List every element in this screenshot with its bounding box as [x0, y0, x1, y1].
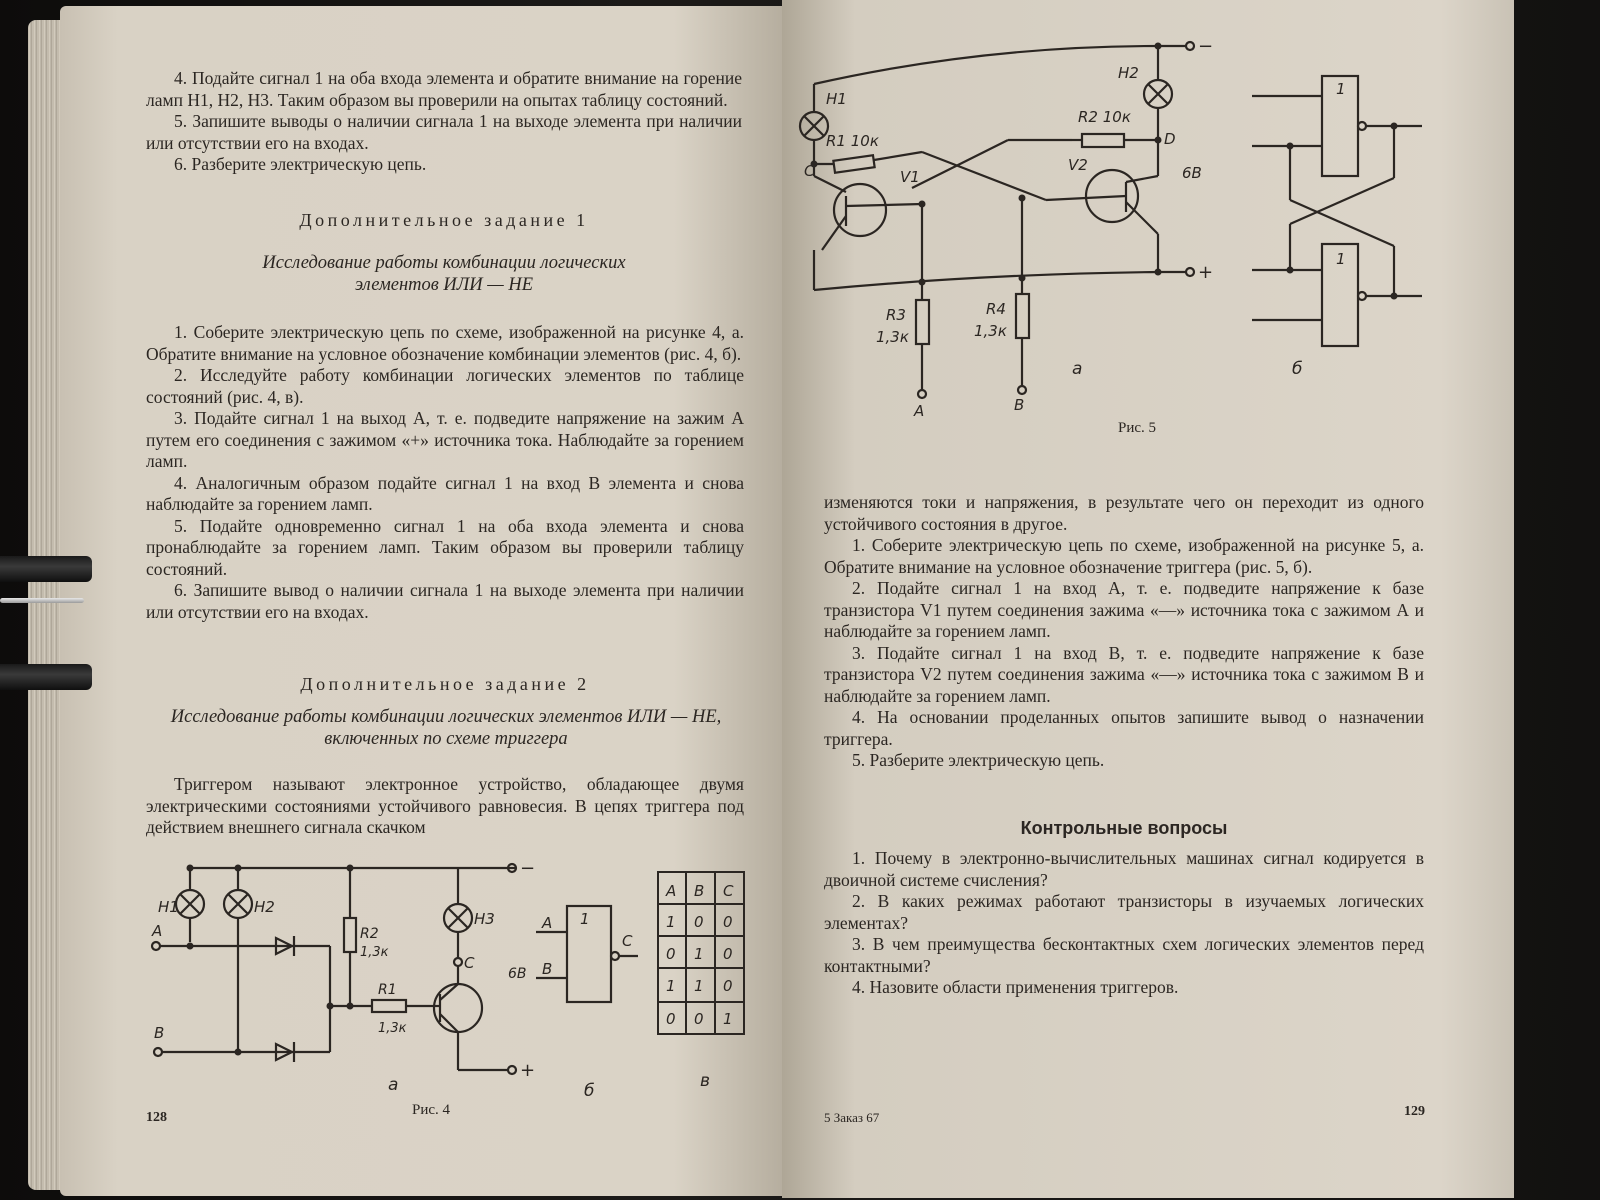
label-r1: R1 10к: [826, 132, 879, 150]
table-cell: 0: [666, 1010, 676, 1028]
paragraph: изменяются токи и напряжения, в результате чего он переходит из одного устойчивого состояния в другое.: [824, 492, 1424, 534]
label-r4: R4: [986, 300, 1006, 318]
binder-clip: [0, 556, 92, 582]
figure-4-diagram: [60, 6, 782, 1196]
table-cell: 0: [666, 945, 676, 963]
right-page-number: 129: [1404, 1104, 1425, 1119]
task2-heading: Дополнительное задание 2: [300, 674, 590, 694]
figure-4-sub-b: б: [584, 1081, 595, 1101]
table-cell: 1: [723, 1010, 733, 1028]
paragraph: 2. Подайте сигнал 1 на вход А, т. е. подведите напряжение к базе транзистора V1 путем соединения зажима «—» источника тока с зажимом А и наблюдайте за горением ламп.: [824, 578, 1424, 641]
label-r3-value: 1,3к: [876, 328, 909, 346]
binder-clip: [0, 664, 92, 690]
task2-subheading: Исследование работы комбинации логических элементов ИЛИ — НЕ, включенных по схеме триггера: [170, 707, 722, 749]
paragraph: 6. Разберите электрическую цепь.: [174, 154, 427, 174]
label-minus: −: [520, 858, 536, 879]
label-a: A: [914, 402, 925, 420]
label-h1: H1: [158, 898, 179, 916]
questions-heading: Контрольные вопросы: [1020, 818, 1228, 838]
label-c: C: [804, 162, 815, 180]
left-page-number: 128: [146, 1110, 167, 1125]
paragraph: 4. Подайте сигнал 1 на оба входа элемента и обратите внимание на горение ламп H1, H2, H3. Таким образом вы проверили на опытах таблицу состояний.: [146, 68, 742, 110]
paragraph: 1. Соберите электрическую цепь по схеме, изображенной на рисунке 5, а. Обратите внимание на условное обозначение триггера (рис. 5, б).: [824, 535, 1424, 577]
question-item: 4. Назовите области применения триггеров.: [852, 977, 1179, 997]
label-r3: R3: [886, 306, 906, 324]
figure-5-caption: Рис. 5: [1118, 420, 1157, 436]
label-r1: R1: [378, 982, 397, 998]
left-page: [60, 6, 782, 1196]
label-a: A: [152, 922, 163, 940]
paragraph: 2. Исследуйте работу комбинации логических элементов по таблице состояний (рис. 4, в).: [146, 365, 744, 407]
paragraph: 3. Подайте сигнал 1 на выход А, т. е. подведите напряжение на зажим А путем его соединения с зажимом «+» источника тока. Наблюдайте за горением ламп.: [146, 408, 744, 471]
table-cell: 0: [723, 945, 733, 963]
label-c: C: [464, 954, 475, 972]
paragraph: 3. Подайте сигнал 1 на вход В, т. е. подведите напряжение к базе транзистора V2 путем соединения зажима «—» источника тока с зажимом В и наблюдайте за горением ламп.: [824, 642, 1424, 706]
table-cell: 1: [694, 977, 704, 995]
label-v1: V1: [900, 168, 920, 186]
table-cell: 1: [666, 977, 676, 995]
table-header-c: C: [723, 882, 734, 900]
table-cell: 0: [723, 913, 733, 931]
figure-5-diagram: [782, 0, 1514, 470]
figure-4-caption: Рис. 4: [412, 1102, 451, 1118]
question-item: 3. В чем преимущества бесконтактных схем логических элементов перед контактными?: [824, 934, 1424, 976]
figure-4-sub-v: в: [700, 1071, 711, 1091]
label-minus: −: [1198, 36, 1214, 57]
binder-clip-wire: [0, 598, 84, 603]
gate-one-label: 1: [1336, 80, 1346, 98]
gate-input-a-label: A: [542, 914, 553, 932]
gate-6v-label: 6В: [508, 966, 527, 982]
table-cell: 0: [723, 977, 733, 995]
figure-4-sub-a: а: [388, 1075, 399, 1095]
question-item: 2. В каких режимах работают транзисторы в изучаемых логических элементах?: [824, 891, 1424, 933]
right-page: [782, 0, 1514, 1198]
paragraph: 5. Подайте одновременно сигнал 1 на оба входа элемента и снова пронаблюдайте за горением ламп. Таким образом вы проверили таблицу состояний.: [146, 515, 744, 579]
table-header-b: B: [694, 882, 705, 900]
label-b: B: [1014, 396, 1025, 414]
task1-heading: Дополнительное задание 1: [299, 210, 589, 230]
gate-input-b-label: B: [542, 960, 553, 978]
paragraph: 4. Аналогичным образом подайте сигнал 1 на вход В элемента и снова наблюдайте за горением ламп.: [146, 472, 744, 514]
label-6v: 6В: [1182, 164, 1202, 182]
label-h2: H2: [1118, 64, 1139, 82]
figure-5-sub-b: б: [1292, 359, 1303, 379]
label-v2: V2: [1068, 156, 1088, 174]
label-h3: H3: [474, 910, 495, 928]
paragraph: Триггером называют электронное устройство, обладающее двумя электрическими состояниями устойчивого равновесия. В цепях триггера под действием внешнего сигнала скачком: [146, 774, 744, 837]
figure-5-sub-a: а: [1072, 359, 1083, 379]
table-cell: 1: [694, 945, 704, 963]
question-item: 1. Почему в электронно-вычислительных машинах сигнал кодируется в двоичной системе счисления?: [824, 848, 1424, 890]
label-r1-value: 1,3к: [378, 1021, 407, 1036]
gate-one-label: 1: [1336, 250, 1346, 268]
table-cell: 0: [694, 913, 704, 931]
label-r2: R2: [360, 926, 379, 942]
label-r4-value: 1,3к: [974, 322, 1007, 340]
label-b: B: [154, 1024, 165, 1042]
right-paragraphs: [824, 492, 1424, 772]
label-plus: +: [1198, 262, 1214, 283]
table-header-a: A: [666, 882, 677, 900]
table-cell: 0: [694, 1010, 704, 1028]
table-cell: 1: [666, 913, 676, 931]
label-d: D: [1164, 130, 1176, 148]
label-r2: R2 10к: [1078, 108, 1131, 126]
paragraph: 6. Запишите вывод о наличии сигнала 1 на выходе элемента при наличии или отсутствии его на входах.: [146, 580, 744, 622]
label-h1: H1: [826, 90, 847, 108]
gate-one-label: 1: [580, 910, 590, 928]
gate-output-c-label: C: [622, 932, 633, 950]
questions-list: [824, 848, 1424, 999]
task1-subheading: Исследование работы комбинации логических элементов ИЛИ — НЕ: [262, 253, 626, 295]
paragraph: 5. Запишите выводы о наличии сигнала 1 на выходе элемента при наличии или отсутствии его на входах.: [146, 111, 742, 153]
label-plus: +: [520, 1060, 536, 1081]
paragraph: 4. На основании проделанных опытов запишите вывод о назначении триггера.: [824, 707, 1424, 749]
label-r2-value: 1,3к: [360, 945, 389, 960]
label-h2: H2: [254, 898, 275, 916]
paragraph: 5. Разберите электрическую цепь.: [852, 750, 1105, 770]
paragraph: 1. Соберите электрическую цепь по схеме, изображенной на рисунке 4, а. Обратите внимание на условное обозначение комбинации элементов (рис. 4, б).: [146, 322, 744, 364]
footer-note: 5 Заказ 67: [824, 1110, 880, 1125]
